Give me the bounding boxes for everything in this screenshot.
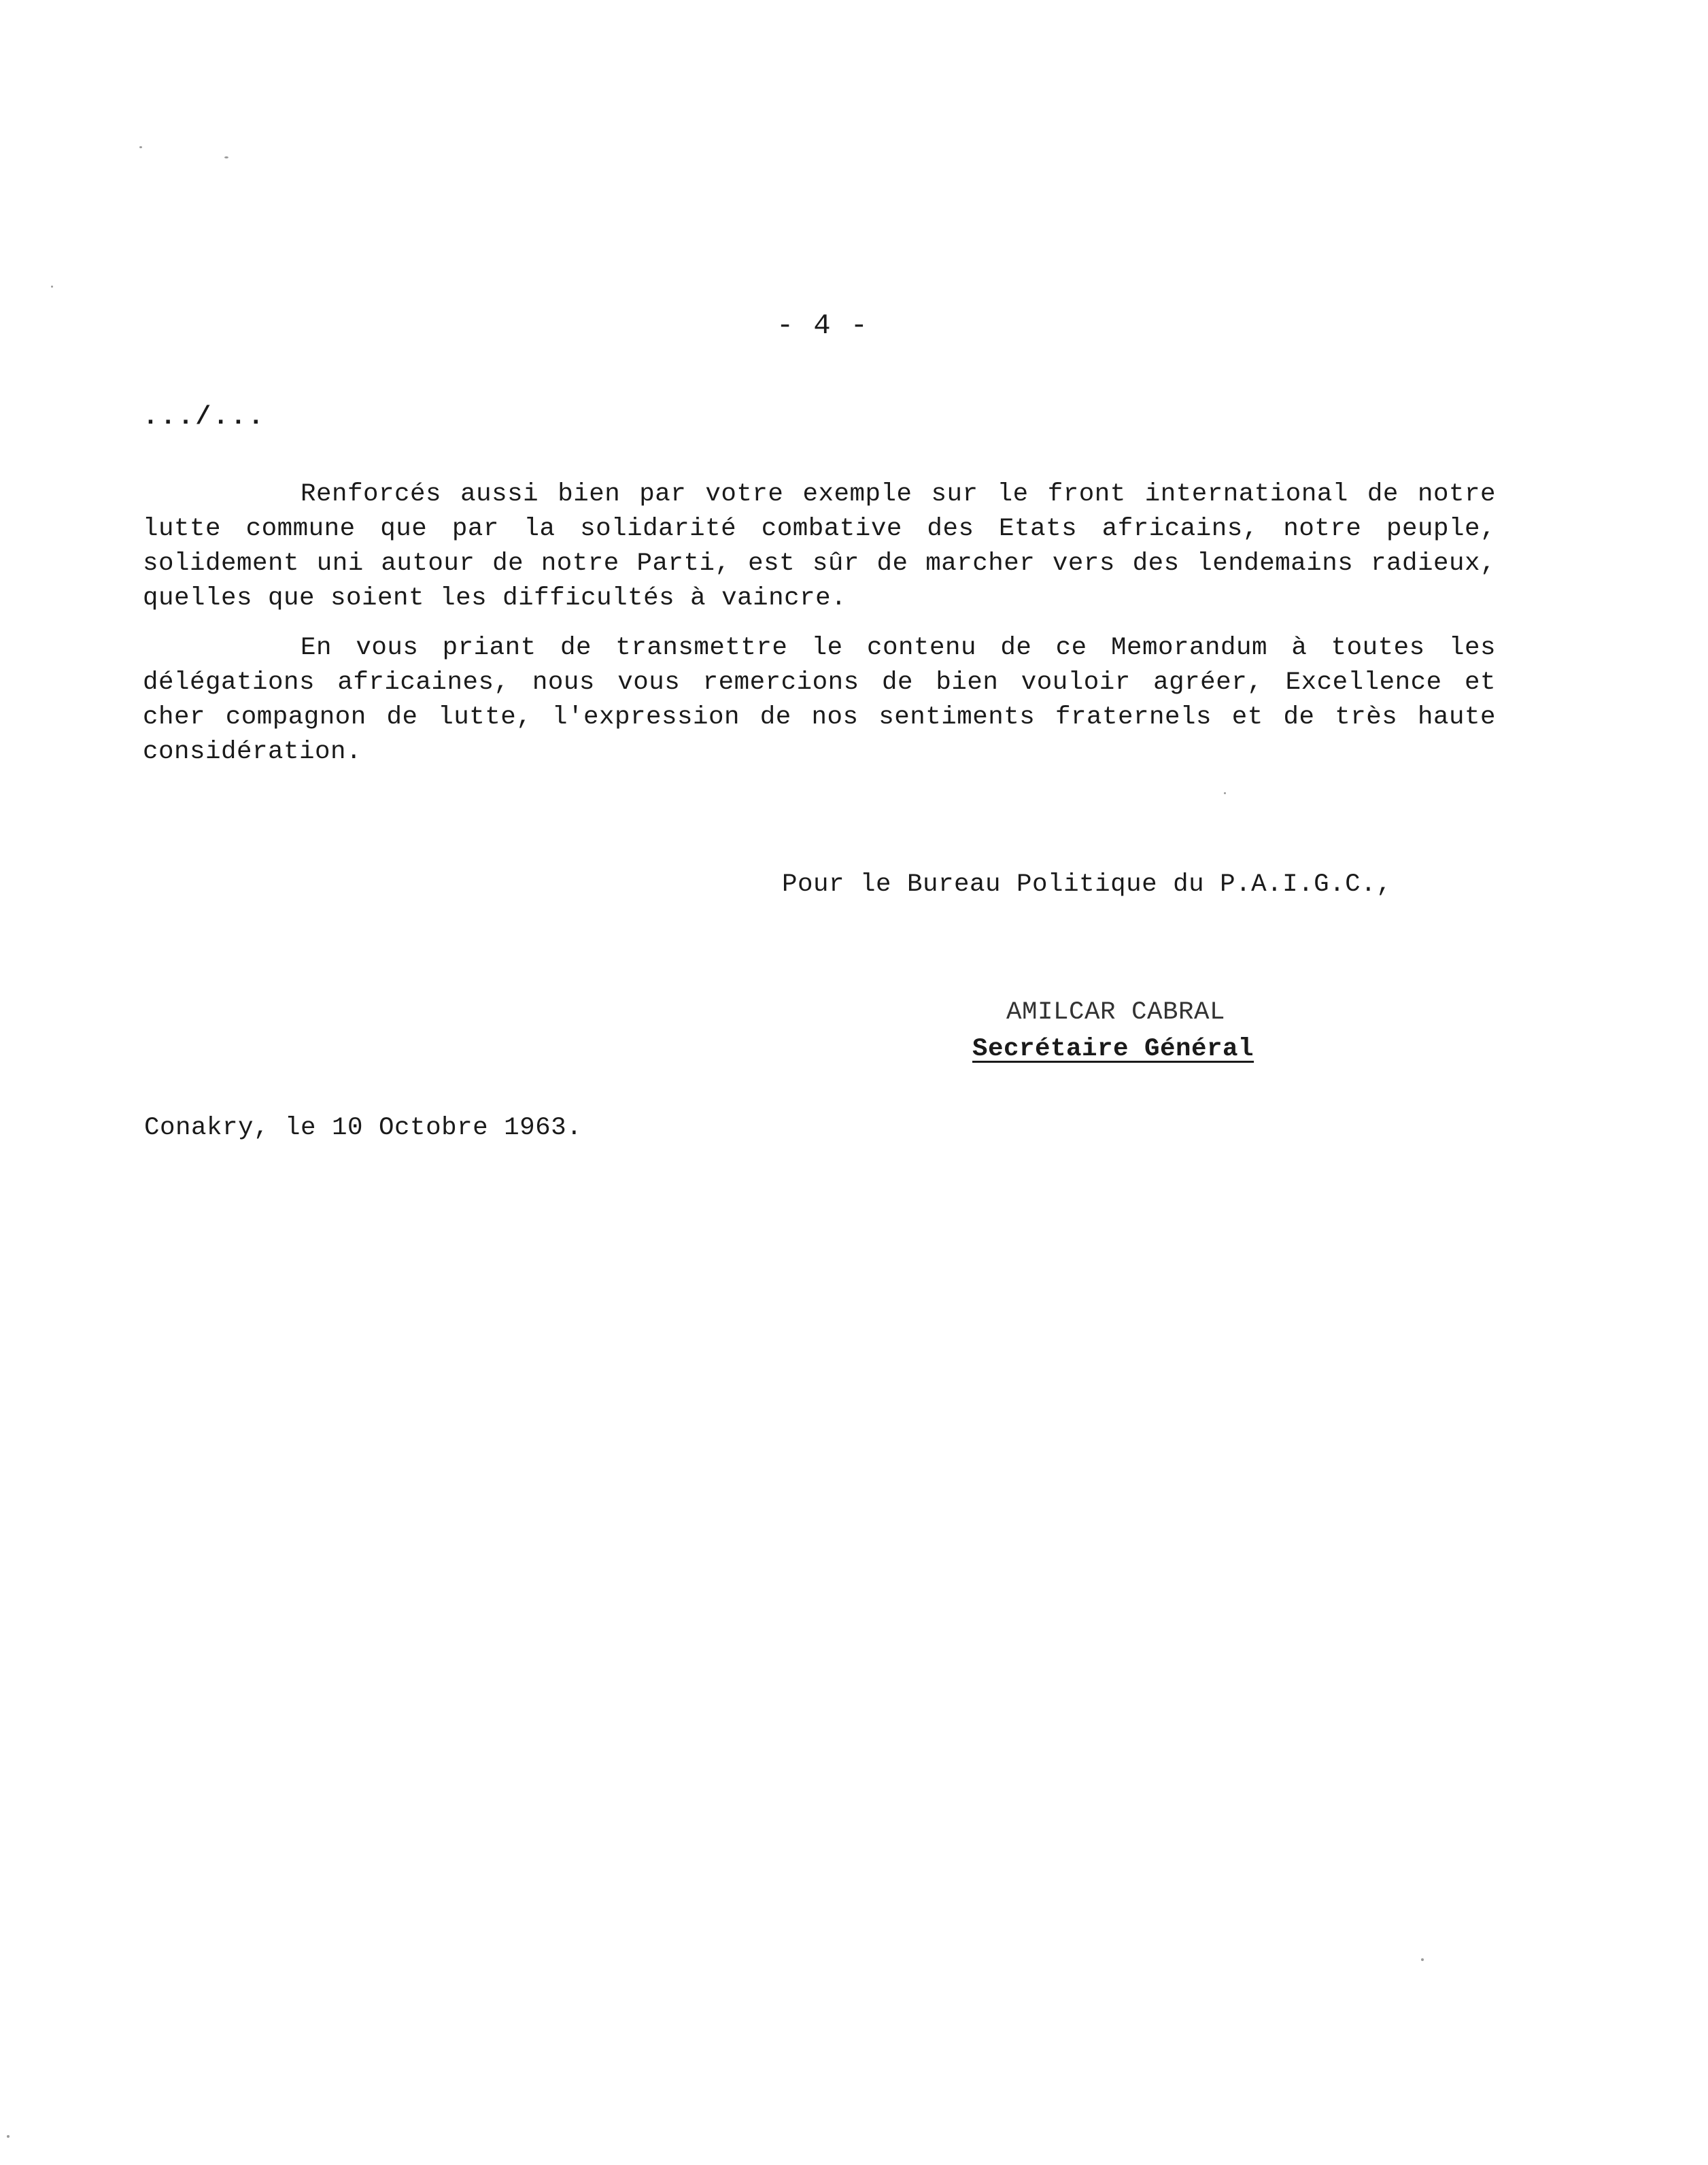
scan-speck [224,156,228,158]
signature-intro: Pour le Bureau Politique du P.A.I.G.C., [782,870,1393,899]
signatory-title: Secrétaire Général [972,1035,1254,1063]
scan-speck [1224,792,1226,794]
signatory-name: AMILCAR CABRAL [1006,998,1226,1027]
continuation-mark: .../... [143,403,266,432]
scan-speck [51,286,53,288]
body-paragraph: En vous priant de transmettre le contenu de ce Memorandum à toutes les délégations africaines, nous vous remercions de bien vouloir agréer, Excellence et cher compagnon de lutte, l'expression de nos sentiments fraternels et de très haute considération. [143,634,1496,766]
scan-speck [1421,1958,1424,1961]
place-date: Conakry, le 10 Octobre 1963. [144,1114,583,1142]
body-paragraph: Renforcés aussi bien par votre exemple sur le front international de notre lutte commune que par la solidarité combative des Etats africains, notre peuple, solidement uni autour de notre Parti, est sûr de marcher vers des lendemains radieux, quelles que soient les difficultés à vaincre. [143,480,1496,613]
page-number: - 4 - [776,309,870,342]
scan-speck [7,2135,10,2138]
scan-speck [139,146,142,148]
